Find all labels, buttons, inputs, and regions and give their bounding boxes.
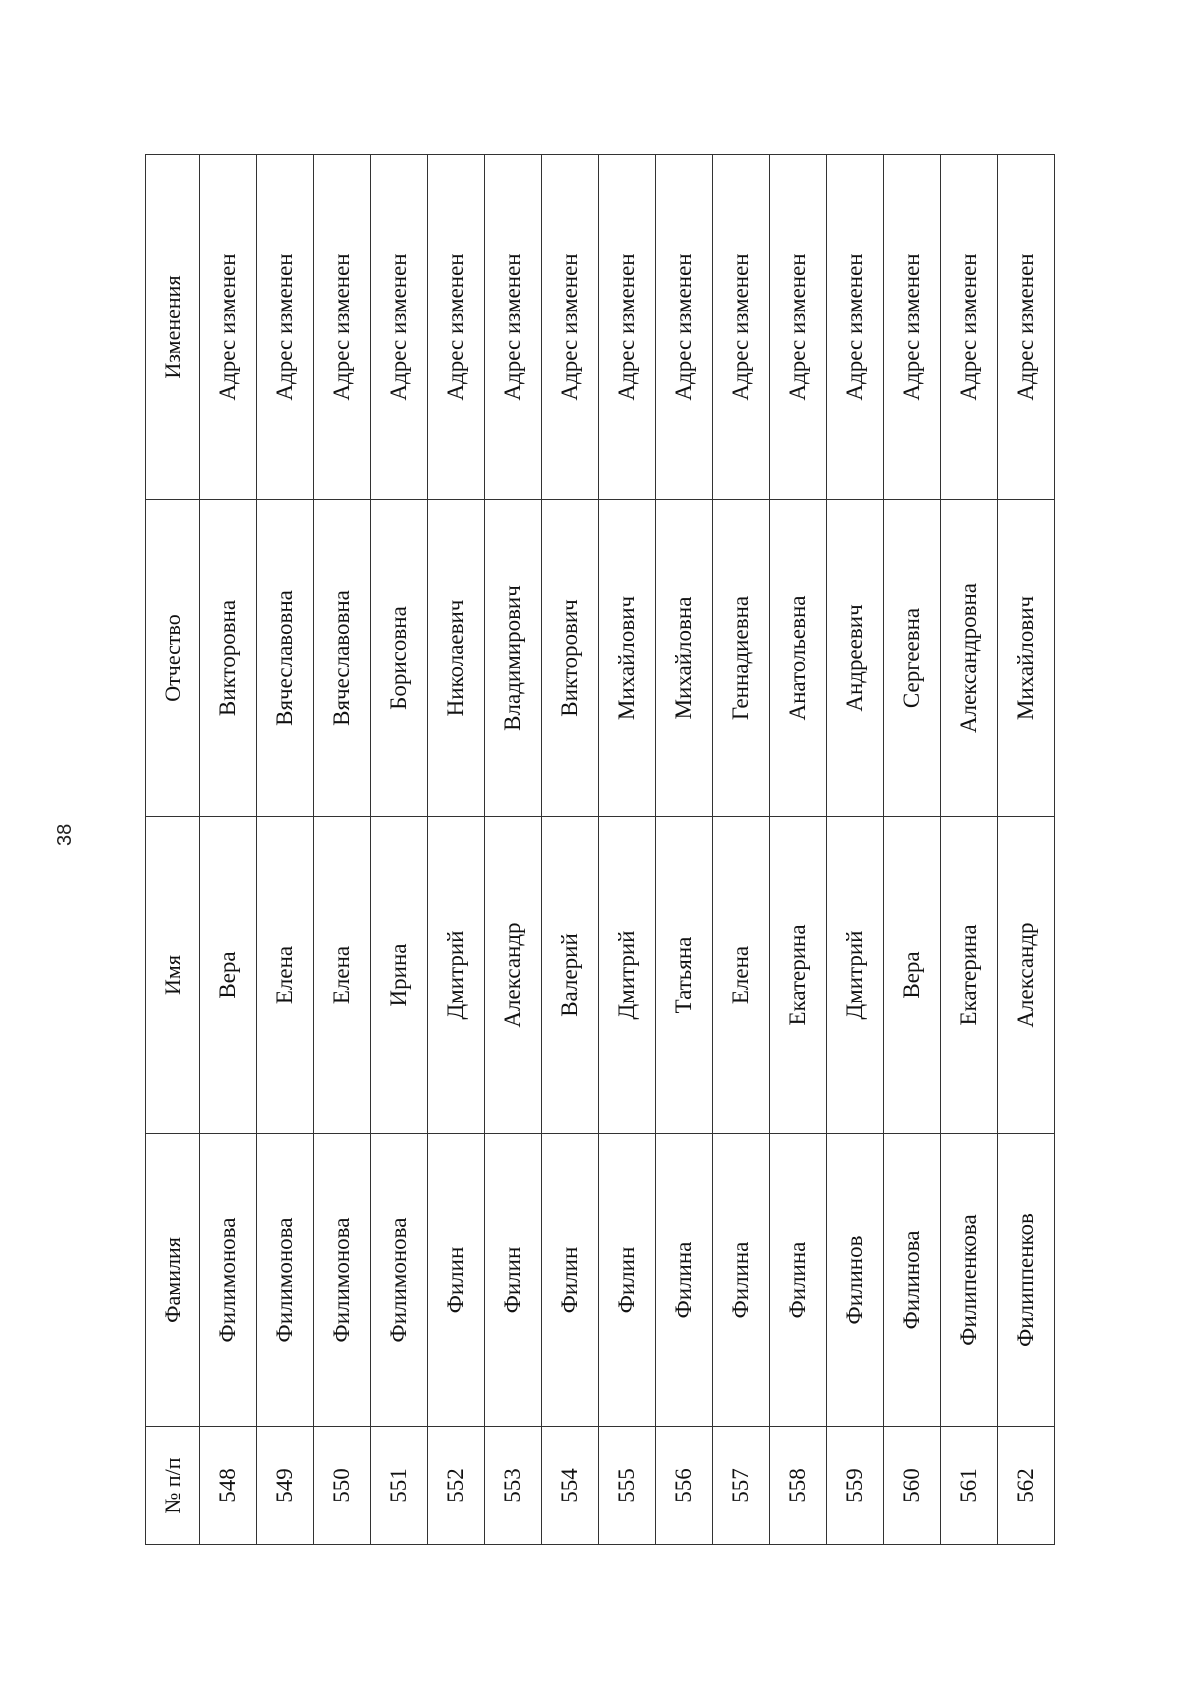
cell-first-name: Екатерина [770,817,827,1134]
cell-first-name: Александр [485,817,542,1134]
cell-number: 559 [827,1427,884,1545]
cell-patronymic: Владимирович [485,500,542,817]
cell-first-name: Валерий [542,817,599,1134]
cell-patronymic: Михайловна [656,500,713,817]
cell-first-name: Татьяна [656,817,713,1134]
cell-number: 553 [485,1427,542,1545]
cell-patronymic: Викторович [542,500,599,817]
cell-first-name: Елена [713,817,770,1134]
header-patronymic: Отчество [146,500,200,817]
cell-patronymic: Вячеславовна [257,500,314,817]
cell-changes: Адрес изменен [371,155,428,500]
cell-changes: Адрес изменен [257,155,314,500]
cell-changes: Адрес изменен [200,155,257,500]
table-row [998,155,1055,1545]
cell-patronymic: Михайлович [599,500,656,817]
table-row [770,155,827,1545]
cell-number: 554 [542,1427,599,1545]
cell-changes: Адрес изменен [485,155,542,500]
table-row [827,155,884,1545]
table-row [713,155,770,1545]
cell-first-name: Елена [257,817,314,1134]
cell-first-name: Дмитрий [827,817,884,1134]
cell-first-name: Дмитрий [428,817,485,1134]
cell-number: 548 [200,1427,257,1545]
cell-number: 549 [257,1427,314,1545]
cell-last-name: Филин [542,1134,599,1427]
cell-changes: Адрес изменен [770,155,827,500]
cell-number: 552 [428,1427,485,1545]
cell-changes: Адрес изменен [656,155,713,500]
table-row [941,155,998,1545]
cell-patronymic: Андреевич [827,500,884,817]
cell-last-name: Филинов [827,1134,884,1427]
cell-first-name: Елена [314,817,371,1134]
cell-patronymic: Николаевич [428,500,485,817]
cell-number: 551 [371,1427,428,1545]
cell-changes: Адрес изменен [542,155,599,500]
cell-patronymic: Александровна [941,500,998,817]
table-row [485,155,542,1545]
header-last-name: Фамилия [146,1134,200,1427]
cell-last-name: Филина [713,1134,770,1427]
cell-number: 555 [599,1427,656,1545]
table-row [542,155,599,1545]
cell-patronymic: Сергеевна [884,500,941,817]
cell-number: 557 [713,1427,770,1545]
table-row [200,155,257,1545]
table-row [314,155,371,1545]
cell-number: 556 [656,1427,713,1545]
cell-last-name: Филин [428,1134,485,1427]
cell-last-name: Филимонова [200,1134,257,1427]
cell-first-name: Ирина [371,817,428,1134]
cell-last-name: Филин [599,1134,656,1427]
cell-changes: Адрес изменен [314,155,371,500]
table-row [884,155,941,1545]
cell-last-name: Филимонова [314,1134,371,1427]
cell-changes: Адрес изменен [428,155,485,500]
table-row [656,155,713,1545]
cell-first-name: Дмитрий [599,817,656,1134]
cell-first-name: Вера [884,817,941,1134]
cell-changes: Адрес изменен [827,155,884,500]
cell-patronymic: Михайлович [998,500,1055,817]
cell-first-name: Вера [200,817,257,1134]
cell-last-name: Филимонова [371,1134,428,1427]
cell-changes: Адрес изменен [998,155,1055,500]
cell-last-name: Филимонова [257,1134,314,1427]
cell-patronymic: Геннадиевна [713,500,770,817]
header-first-name: Имя [146,817,200,1134]
page-number: 38 [54,823,76,846]
cell-last-name: Филипенкова [941,1134,998,1427]
cell-first-name: Александр [998,817,1055,1134]
table-header-row [146,155,200,1545]
header-changes: Изменения [146,155,200,500]
table-row [257,155,314,1545]
cell-last-name: Филина [770,1134,827,1427]
cell-changes: Адрес изменен [884,155,941,500]
table-row [599,155,656,1545]
cell-last-name: Филинова [884,1134,941,1427]
cell-number: 560 [884,1427,941,1545]
cell-patronymic: Анатольевна [770,500,827,817]
cell-patronymic: Вячеславовна [314,500,371,817]
cell-last-name: Филиппенков [998,1134,1055,1427]
cell-number: 562 [998,1427,1055,1545]
cell-number: 561 [941,1427,998,1545]
cell-last-name: Филин [485,1134,542,1427]
cell-changes: Адрес изменен [713,155,770,500]
cell-first-name: Екатерина [941,817,998,1134]
records-table [145,154,1055,1545]
cell-changes: Адрес изменен [941,155,998,500]
cell-patronymic: Борисовна [371,500,428,817]
cell-changes: Адрес изменен [599,155,656,500]
records-table-container [145,155,1055,1545]
header-number: № п/п [146,1427,200,1545]
cell-number: 550 [314,1427,371,1545]
table-row [371,155,428,1545]
cell-last-name: Филина [656,1134,713,1427]
cell-patronymic: Викторовна [200,500,257,817]
table-row [428,155,485,1545]
cell-number: 558 [770,1427,827,1545]
